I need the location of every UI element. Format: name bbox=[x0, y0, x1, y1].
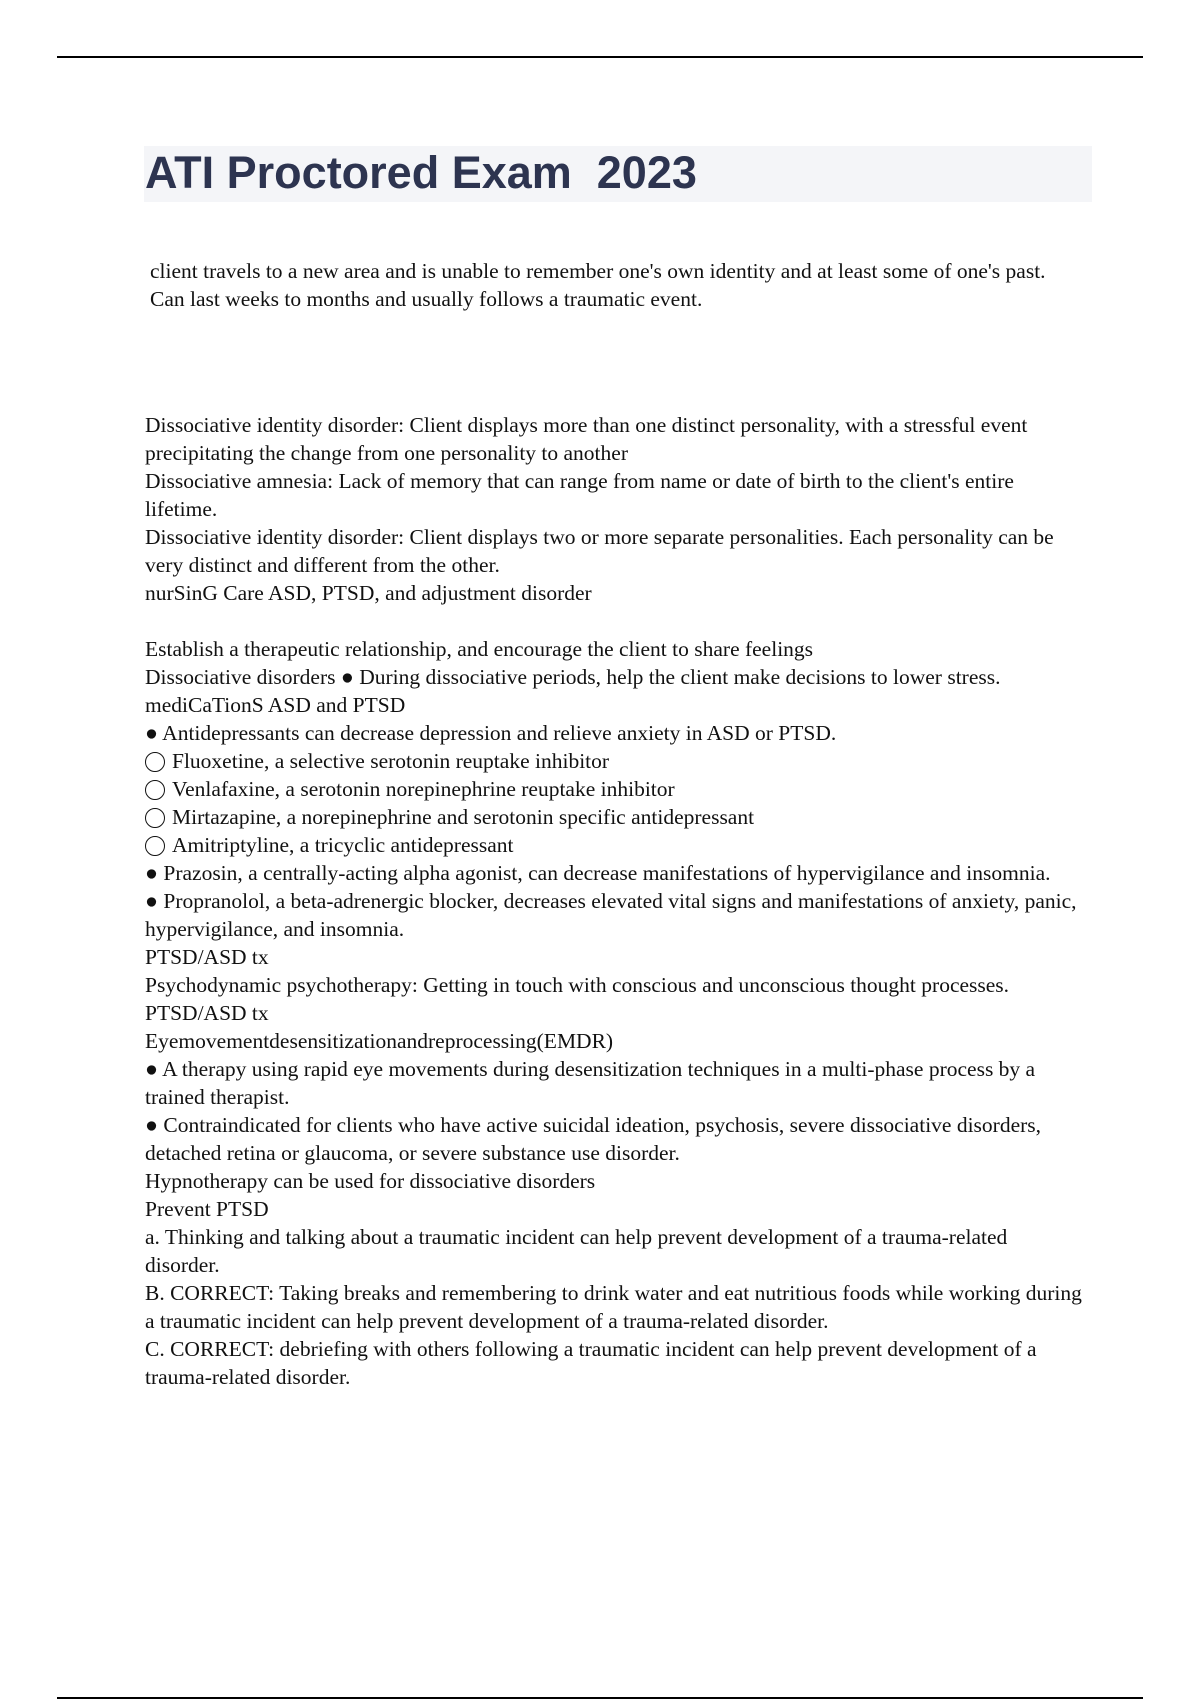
bullet-item: ● A therapy using rapid eye movements during desensitization techniques in a multi-phase process by a trained therapist. bbox=[145, 1057, 1036, 1109]
section-heading: PTSD/ASD tx bbox=[145, 945, 269, 969]
section-heading: Prevent PTSD bbox=[145, 1197, 269, 1221]
sub-bullet-item bbox=[145, 831, 1085, 859]
intro-paragraph: client travels to a new area and is unable to remember one's own identity and at least some of one's past. Can last weeks to months and usually follows a traumatic event. bbox=[150, 259, 1046, 311]
top-rule bbox=[57, 56, 1143, 58]
notes-list bbox=[145, 411, 1085, 1391]
note-line: Eyemovementdesensitizationandreprocessing(EMDR) bbox=[145, 1029, 614, 1053]
sub-bullet-text: Mirtazapine, a norepinephrine and serotonin specific antidepressant bbox=[172, 805, 755, 829]
document-title: ATI Proctored Exam 2023 bbox=[145, 147, 697, 198]
note-line: Establish a therapeutic relationship, and encourage the client to share feelings bbox=[145, 637, 814, 661]
note-line: Dissociative disorders ● During dissociative periods, help the client make decisions to lower stress. bbox=[145, 665, 1001, 689]
sub-bullet-text: Venlafaxine, a serotonin norepinephrine reuptake inhibitor bbox=[172, 777, 675, 801]
sub-bullet-item bbox=[145, 747, 1085, 775]
spacer bbox=[145, 607, 1085, 635]
section-heading: nurSinG Care ASD, PTSD, and adjustment disorder bbox=[145, 581, 592, 605]
sub-bullet-text: Fluoxetine, a selective serotonin reuptake inhibitor bbox=[172, 749, 610, 773]
circle-bullet-icon bbox=[145, 752, 165, 772]
sub-bullet-text: Amitriptyline, a tricyclic antidepressant bbox=[172, 833, 514, 857]
bottom-rule bbox=[57, 1697, 1143, 1699]
bullet-item: ● Contraindicated for clients who have active suicidal ideation, psychosis, severe dissociative disorders, detached retina or glaucoma, or severe substance use disorder. bbox=[145, 1113, 1042, 1165]
sub-bullet-item bbox=[145, 775, 1085, 803]
bullet-item: ● Propranolol, a beta-adrenergic blocker, decreases elevated vital signs and manifestations of anxiety, panic, hypervigilance, and insomnia. bbox=[145, 889, 1077, 941]
note-line: Hypnotherapy can be used for dissociative disorders bbox=[145, 1169, 596, 1193]
bullet-item: ● Prazosin, a centrally-acting alpha agonist, can decrease manifestations of hypervigilance and insomnia. bbox=[145, 861, 1051, 885]
note-line: Dissociative amnesia: Lack of memory that can range from name or date of birth to the client's entire lifetime. bbox=[145, 469, 1014, 521]
section-heading: mediCaTionS ASD and PTSD bbox=[145, 693, 406, 717]
bullet-item: ● Antidepressants can decrease depression and relieve anxiety in ASD or PTSD. bbox=[145, 721, 837, 745]
sub-bullet-item bbox=[145, 803, 1085, 831]
answer-option: a. Thinking and talking about a traumatic incident can help prevent development of a trauma-related disorder. bbox=[145, 1225, 1008, 1277]
answer-option: C. CORRECT: debriefing with others following a traumatic incident can help prevent development of a trauma-related disorder. bbox=[145, 1337, 1037, 1389]
document-body bbox=[145, 257, 1085, 1391]
answer-option: B. CORRECT: Taking breaks and remembering to drink water and eat nutritious foods while working during a traumatic incident can help prevent development of a trauma-related disorder. bbox=[145, 1281, 1082, 1333]
circle-bullet-icon bbox=[145, 780, 165, 800]
section-heading: PTSD/ASD tx bbox=[145, 1001, 269, 1025]
note-line: Dissociative identity disorder: Client displays more than one distinct personality, with a stressful event precipitating the change from one personality to another bbox=[145, 413, 1028, 465]
circle-bullet-icon bbox=[145, 808, 165, 828]
note-line: Dissociative identity disorder: Client displays two or more separate personalities. Each personality can be very distinct and different from the other. bbox=[145, 525, 1054, 577]
circle-bullet-icon bbox=[145, 836, 165, 856]
note-line: Psychodynamic psychotherapy: Getting in touch with conscious and unconscious thought processes. bbox=[145, 973, 1010, 997]
